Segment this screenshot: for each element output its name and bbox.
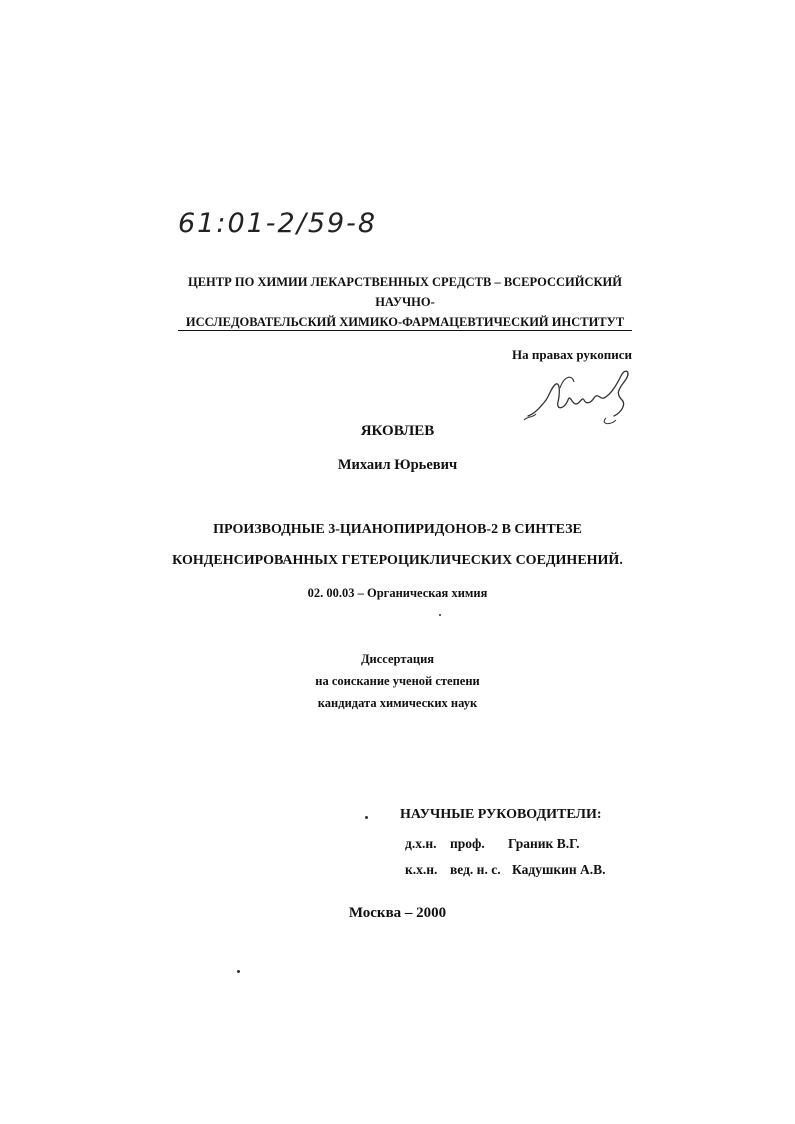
supervisor-name: Кадушкин А.В. [512,862,606,877]
supervisor-degree: к.х.н. [405,862,438,877]
institution-name [160,272,650,332]
thesis-title-line-2: КОНДЕНСИРОВАННЫХ ГЕТЕРОЦИКЛИЧЕСКИХ СОЕДИНЕНИЙ. [172,553,623,568]
supervisor-2 [405,862,606,878]
dissertation-line-3: кандидата химических наук [317,696,478,710]
dissertation-line-2: на соискание ученой степени [315,674,480,688]
header-divider [178,330,632,331]
dissertation-line-1: Диссертация [360,652,435,666]
supervisor-rank: вед. н. с. [450,862,501,877]
scan-speck [237,970,240,973]
city-year: Москва – 2000 [348,905,447,921]
institution-line-1: ЦЕНТР ПО ХИМИИ ЛЕКАРСТВЕННЫХ СРЕДСТВ – ВСЕРОССИЙСКИЙ НАУЧНО- [188,275,622,309]
manuscript-label: На правах рукописи [512,347,632,362]
supervisors-heading: НАУЧНЫЕ РУКОВОДИТЕЛИ: [400,807,602,822]
thesis-title-line-1: ПРОИЗВОДНЫЕ 3-ЦИАНОПИРИДОНОВ-2 В СИНТЕЗЕ [213,522,582,537]
supervisor-rank: проф. [450,836,485,851]
supervisor-name: Граник В.Г. [508,836,580,851]
author-given-names: Михаил Юрьевич [337,457,458,473]
supervisor-degree: д.х.н. [405,836,437,851]
scan-speck [439,614,441,616]
dissertation-block [0,648,795,714]
institution-line-2: ИССЛЕДОВАТЕЛЬСКИЙ ХИМИКО-ФАРМАЦЕВТИЧЕСКИЙ ИНСТИТУТ [185,315,625,329]
author-surname: ЯКОВЛЕВ [360,423,435,439]
catalog-number: 61:01-2/59-8 [178,208,378,239]
scan-speck [365,816,368,819]
specialty-code: 02. 00.03 – Органическая химия [307,586,488,600]
supervisor-1 [405,836,580,852]
